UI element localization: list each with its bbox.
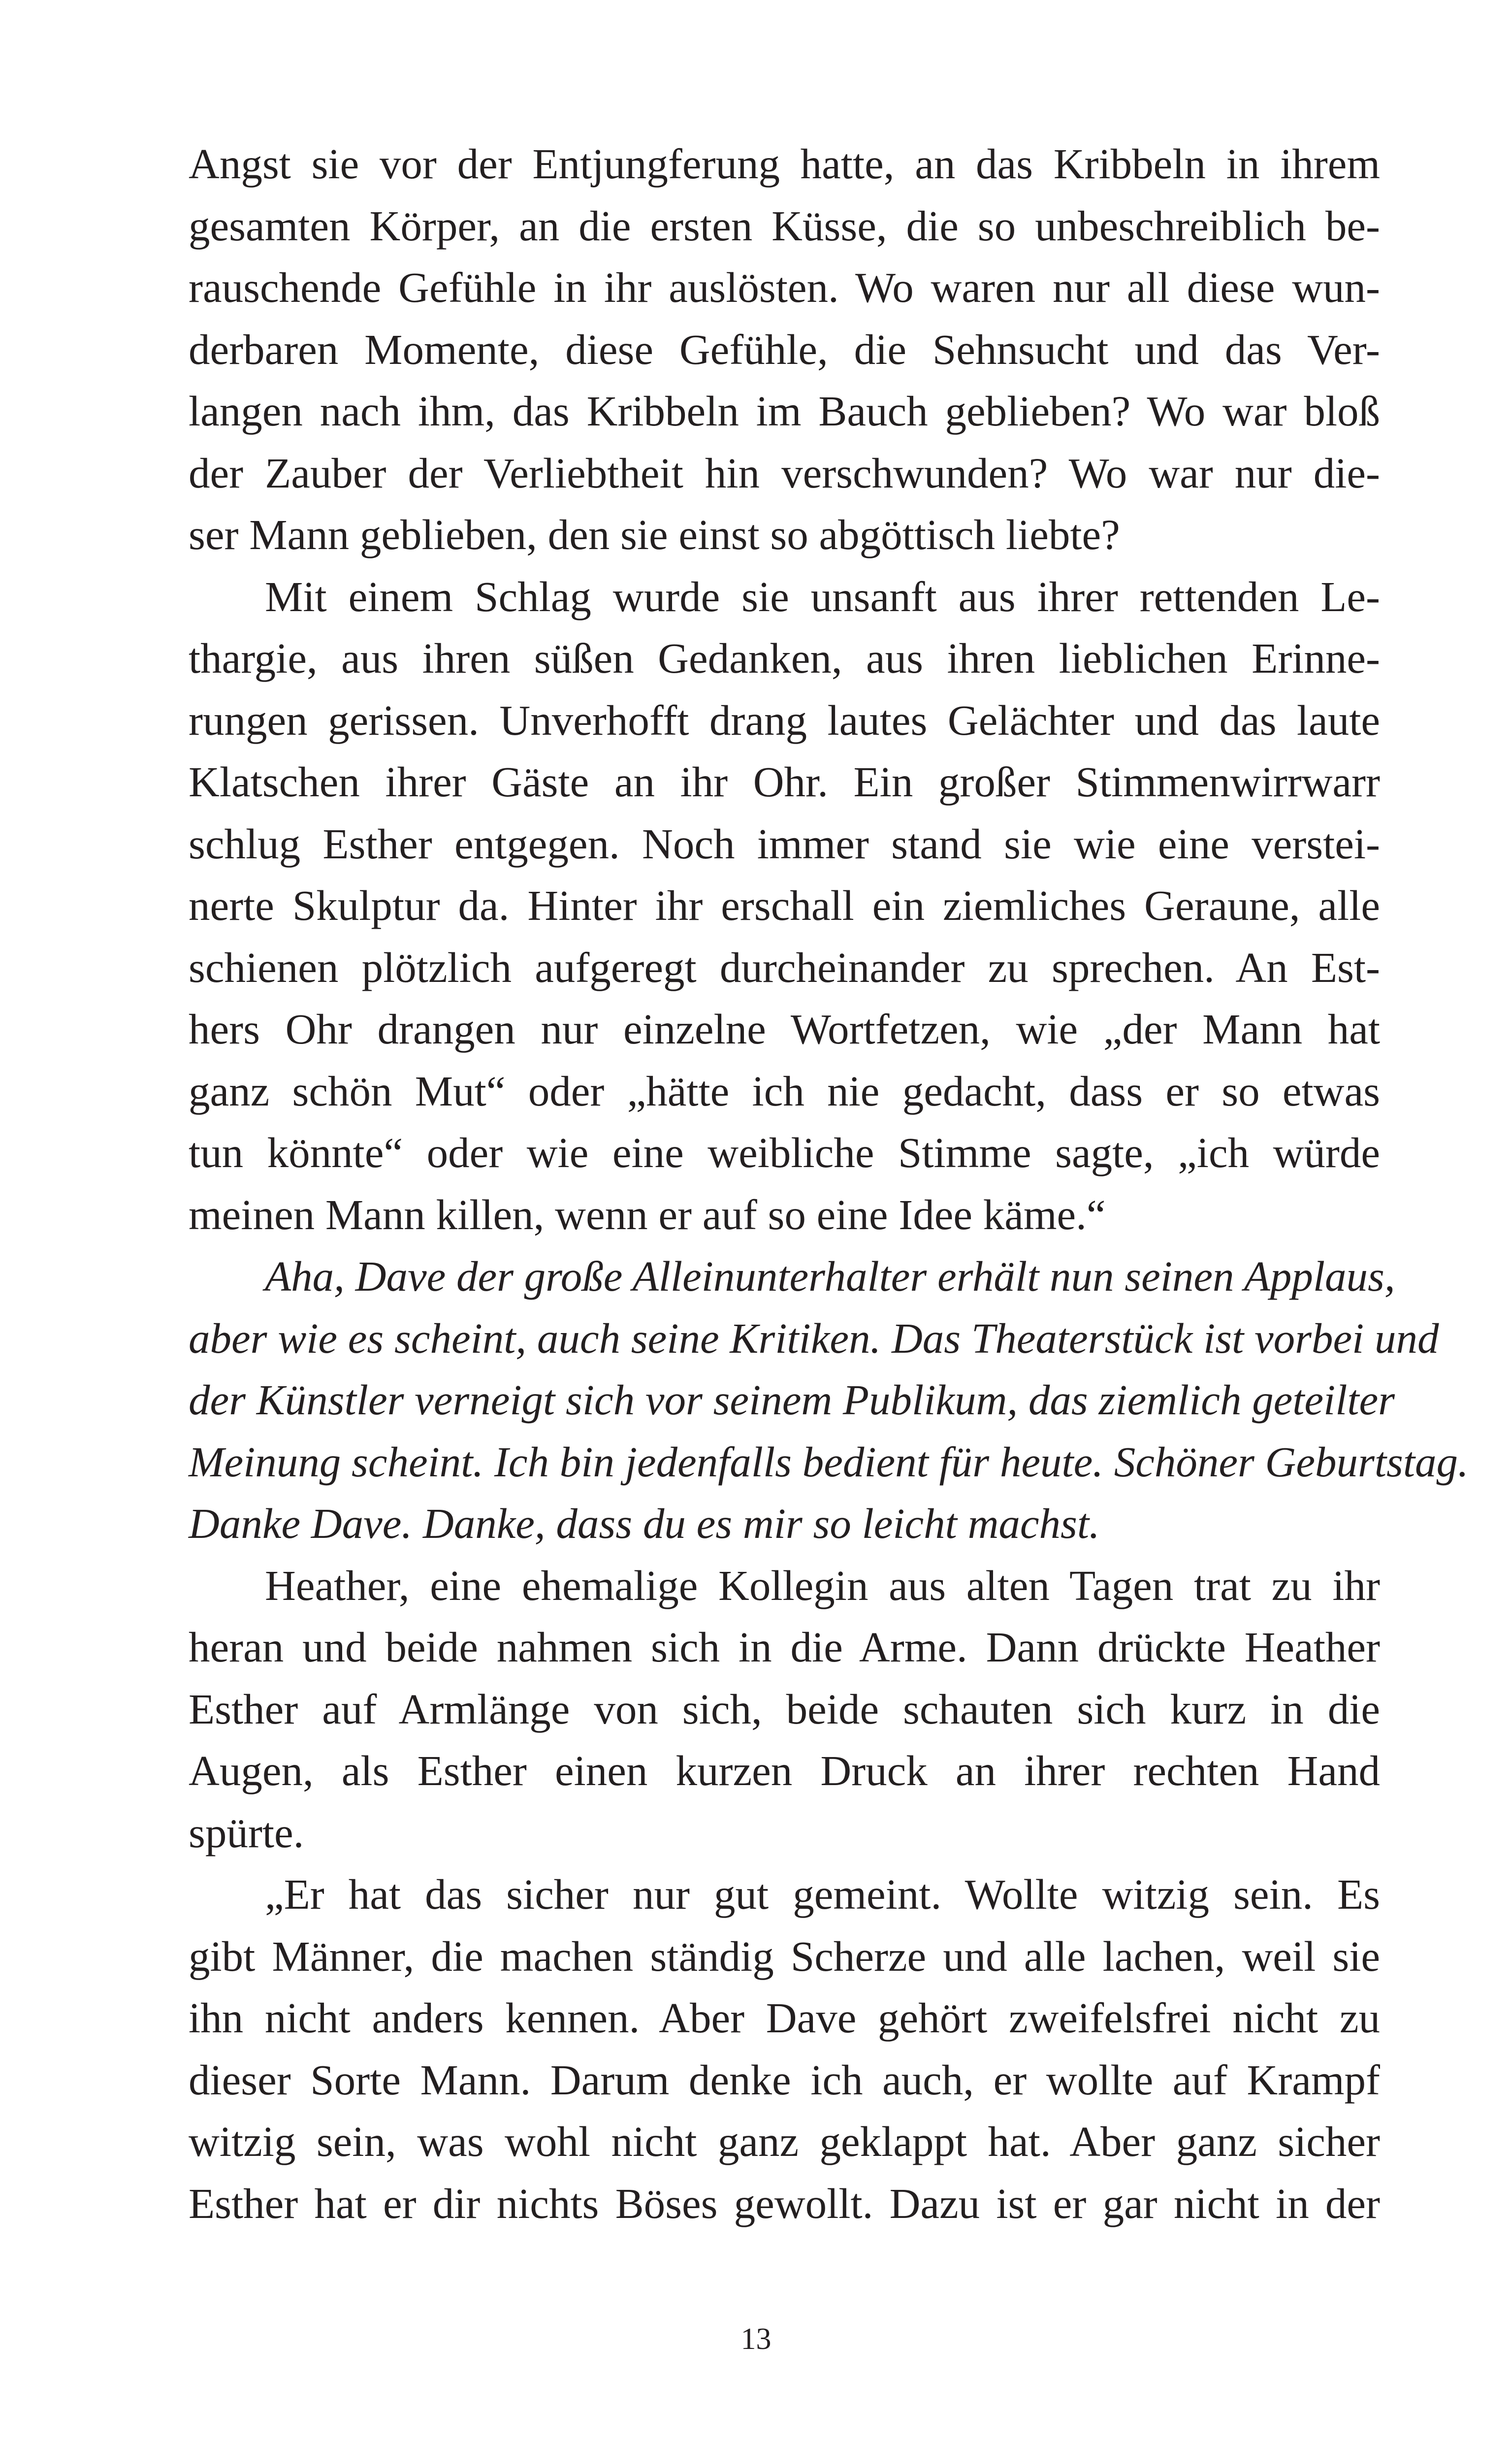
text-line: schienen plötzlich aufgeregt durcheinander zu sprechen. An Est- <box>189 943 1380 991</box>
text-line: Esther auf Armlänge von sich, beide schauten sich kurz in die <box>189 1685 1380 1733</box>
text-line: tun könnte“ oder wie eine weibliche Stimme sagte, „ich würde <box>189 1129 1380 1176</box>
text-line: heran und beide nahmen sich in die Arme. Dann drückte Heather <box>189 1623 1380 1671</box>
text-line: gesamten Körper, an die ersten Küsse, die so unbeschreiblich be- <box>189 201 1380 250</box>
text-line: Danke Dave. Danke, dass du es mir so leicht machst. <box>189 1499 1100 1547</box>
text-line: dieser Sorte Mann. Darum denke ich auch, er wollte auf Krampf <box>189 2055 1380 2104</box>
paragraph-2 <box>189 566 1380 1246</box>
text-line: Aha, Dave der große Alleinunterhalter erhält nun seinen Applaus, <box>265 1252 1395 1300</box>
text-line: nerte Skulptur da. Hinter ihr erschall ein ziemliches Geraune, alle <box>189 881 1380 929</box>
paragraph-4 <box>189 1555 1380 1864</box>
text-line: Esther hat er dir nichts Böses gewollt. Dazu ist er gar nicht in der <box>189 2179 1380 2227</box>
text-line: gibt Männer, die machen ständig Scherze und alle lachen, weil sie <box>189 1932 1380 1980</box>
paragraph-3-inner-monologue <box>189 1245 1469 1555</box>
text-line: spürte. <box>189 1808 304 1857</box>
text-line: Angst sie vor der Entjungferung hatte, an das Kribbeln in ihrem <box>189 140 1380 188</box>
text-line: der Zauber der Verliebtheit hin verschwunden? Wo war nur die- <box>189 449 1380 497</box>
text-line: hers Ohr drangen nur einzelne Wortfetzen, wie „der Mann hat <box>189 1005 1380 1053</box>
paragraph-5 <box>189 1863 1380 2234</box>
text-line: ser Mann geblieben, den sie einst so abgöttisch liebte? <box>189 511 1120 558</box>
text-line: Heather, eine ehemalige Kollegin aus alten Tagen trat zu ihr <box>265 1561 1380 1609</box>
text-line: meinen Mann killen, wenn er auf so eine Idee käme.“ <box>189 1190 1106 1238</box>
text-line: langen nach ihm, das Kribbeln im Bauch geblieben? Wo war bloß <box>189 387 1380 435</box>
text-line: Meinung scheint. Ich bin jedenfalls bedient für heute. Schöner Geburtstag. <box>189 1437 1469 1486</box>
page-number: 13 <box>740 2322 772 2356</box>
text-line: Augen, als Esther einen kurzen Druck an ihrer rechten Hand <box>189 1747 1380 1794</box>
text-line: schlug Esther entgegen. Noch immer stand sie wie eine verstei- <box>189 819 1380 868</box>
text-line: witzig sein, was wohl nicht ganz geklappt hat. Aber ganz sicher <box>189 2117 1380 2165</box>
text-line: „Er hat das sicher nur gut gemeint. Wollte witzig sein. Es <box>265 1870 1380 1918</box>
text-line: aber wie es scheint, auch seine Kritiken. Das Theaterstück ist vorbei und <box>189 1314 1439 1362</box>
text-line: Mit einem Schlag wurde sie unsanft aus ihrer rettenden Le- <box>265 572 1380 620</box>
text-line: ganz schön Mut“ oder „hätte ich nie gedacht, dass er so etwas <box>189 1067 1380 1115</box>
body-text <box>189 133 1469 2234</box>
text-line: rauschende Gefühle in ihr auslösten. Wo waren nur all diese wun- <box>189 263 1380 311</box>
text-line: ihn nicht anders kennen. Aber Dave gehört zweifelsfrei nicht zu <box>189 1994 1380 2042</box>
paragraph-1 <box>189 133 1380 566</box>
text-line: der Künstler verneigt sich vor seinem Publikum, das ziemlich geteilter <box>189 1376 1395 1424</box>
text-line: derbaren Momente, diese Gefühle, die Sehnsucht und das Ver- <box>189 325 1380 373</box>
text-line: rungen gerissen. Unverhofft drang lautes Gelächter und das laute <box>189 696 1380 744</box>
text-line: thargie, aus ihren süßen Gedanken, aus ihren lieblichen Erinne- <box>189 634 1380 682</box>
text-line: Klatschen ihrer Gäste an ihr Ohr. Ein großer Stimmenwirrwarr <box>189 758 1380 806</box>
